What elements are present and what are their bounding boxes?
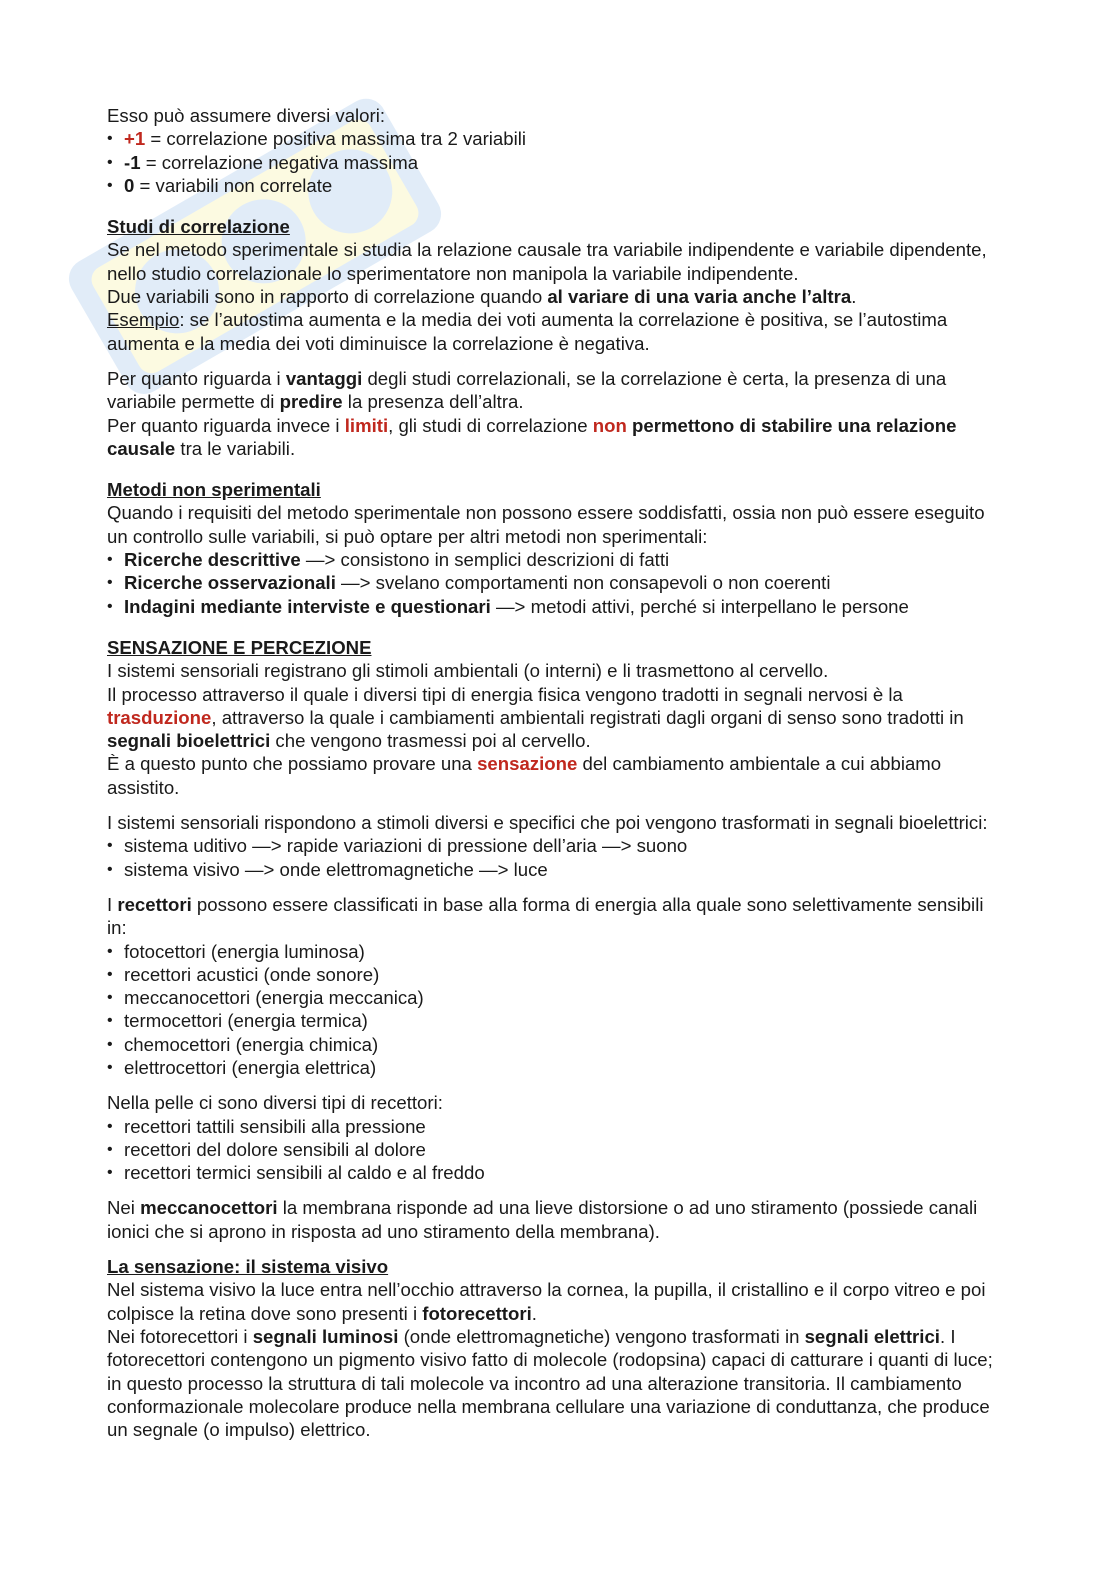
list-item: • termocettori (energia termica)	[107, 1009, 1007, 1032]
list-item: • elettrocettori (energia elettrica)	[107, 1056, 1007, 1079]
section-heading-visivo: La sensazione: il sistema visivo	[107, 1256, 389, 1278]
visivo-paragraph-1: Nel sistema visivo la luce entra nell’occhio attraverso la cornea, la pupilla, il cristallino e il corpo vitreo e poi colpisce la retina dove sono presenti i fotorecettori.	[107, 1279, 986, 1324]
values-intro: Esso può assumere diversi valori:	[107, 105, 385, 126]
studi-paragraph-1: Se nel metodo sperimentale si studia la relazione causale tra variabile indipendente e variabile dipendente, nello studio correlazionale lo sperimentatore non manipola la variabile indipendente.	[107, 239, 987, 284]
list-item: • Indagini mediante interviste e questionari —> metodi attivi, perché si interpellano le persone	[107, 595, 1007, 618]
section-heading-sensazione: SENSAZIONE E PERCEZIONE	[107, 636, 372, 658]
studi-example: Esempio: se l’autostima aumenta e la media dei voti aumenta la correlazione è positiva, se l’autostima aumenta e la media dei voti diminuisce la correlazione è negativa.	[107, 309, 948, 354]
sensazione-paragraph-7: Nei meccanocettori la membrana risponde ad una lieve distorsione o ad uno stiramento (possiede canali ionici che si aprono in risposta ad uno stiramento della membrana).	[107, 1197, 978, 1242]
list-item: • +1 = correlazione positiva massima tra 2 variabili	[107, 127, 1007, 150]
list-item: • recettori tattili sensibili alla pressione	[107, 1115, 1007, 1138]
sensazione-paragraph-4: I sistemi sensoriali rispondono a stimoli diversi e specifici che poi vengono trasformati in segnali bioelettrici:	[107, 812, 988, 834]
sensazione-paragraph-6: Nella pelle ci sono diversi tipi di recettori:	[107, 1092, 443, 1114]
list-item: • Ricerche osservazionali —> svelano comportamenti non consapevoli o non coerenti	[107, 571, 1007, 594]
list-item: • fotocettori (energia luminosa)	[107, 940, 1007, 963]
list-item: • chemocettori (energia chimica)	[107, 1033, 1007, 1056]
list-item: • 0 = variabili non correlate	[107, 174, 1007, 197]
list-item: • sistema uditivo —> rapide variazioni di pressione dell’aria —> suono	[107, 834, 1007, 857]
list-item: • Ricerche descrittive —> consistono in semplici descrizioni di fatti	[107, 548, 1007, 571]
pelle-list	[107, 1115, 1007, 1185]
studi-limiti: Per quanto riguarda invece i limiti, gli studi di correlazione non permettono di stabilire una relazione causale tra le variabili.	[107, 414, 957, 459]
list-item: • sistema visivo —> onde elettromagnetiche —> luce	[107, 858, 1007, 881]
document-page	[107, 104, 1007, 1441]
list-item: • recettori acustici (onde sonore)	[107, 963, 1007, 986]
metodi-list	[107, 548, 1007, 618]
list-item: • meccanocettori (energia meccanica)	[107, 986, 1007, 1009]
list-item: • recettori termici sensibili al caldo e al freddo	[107, 1161, 1007, 1184]
sistemi-list	[107, 834, 1007, 881]
section-heading-studi: Studi di correlazione	[107, 216, 290, 238]
visivo-paragraph-2: Nei fotorecettori i segnali luminosi (onde elettromagnetiche) vengono trasformati in segnali elettrici. I fotorecettori contengono un pigmento visivo fatto di molecole (rodopsina) capaci di catturare i quanti di luce; in questo processo la struttura di tali molecole va incontro ad una alterazione transitoria. Il cambiamento conformazionale molecolare produce nella membrana cellulare una variazione di conduttanza, che produce un segnale (o impulso) elettrico.	[107, 1325, 993, 1441]
values-list	[107, 127, 1007, 197]
list-item: • -1 = correlazione negativa massima	[107, 151, 1007, 174]
list-item: • recettori del dolore sensibili al dolore	[107, 1138, 1007, 1161]
sensazione-paragraph-5: I recettori possono essere classificati in base alla forma di energia alla quale sono selettivamente sensibili in:	[107, 893, 984, 939]
sensazione-paragraph-3: È a questo punto che possiamo provare una sensazione del cambiamento ambientale a cui abbiamo assistito.	[107, 753, 942, 798]
recettori-list	[107, 940, 1007, 1080]
studi-vantaggi: Per quanto riguarda i vantaggi degli studi correlazionali, se la correlazione è certa, la presenza di una variabile permette di predire la presenza dell’altra.	[107, 367, 947, 413]
section-heading-metodi: Metodi non sperimentali	[107, 479, 321, 501]
metodi-paragraph: Quando i requisiti del metodo sperimentale non possono essere soddisfatti, ossia non può essere eseguito un controllo sulle variabili, si può optare per altri metodi non sperimentali:	[107, 502, 985, 547]
studi-paragraph-2: Due variabili sono in rapporto di correlazione quando al variare di una varia anche l’altra.	[107, 286, 857, 308]
sensazione-paragraph-1: I sistemi sensoriali registrano gli stimoli ambientali (o interni) e li trasmettono al cervello.	[107, 660, 829, 682]
sensazione-paragraph-2: Il processo attraverso il quale i diversi tipi di energia fisica vengono tradotti in segnali nervosi è la trasduzione, attraverso la quale i cambiamenti ambientali registrati dagli organi di senso sono tradotti in segnali bioelettrici che vengono trasmessi poi al cervello.	[107, 683, 964, 752]
